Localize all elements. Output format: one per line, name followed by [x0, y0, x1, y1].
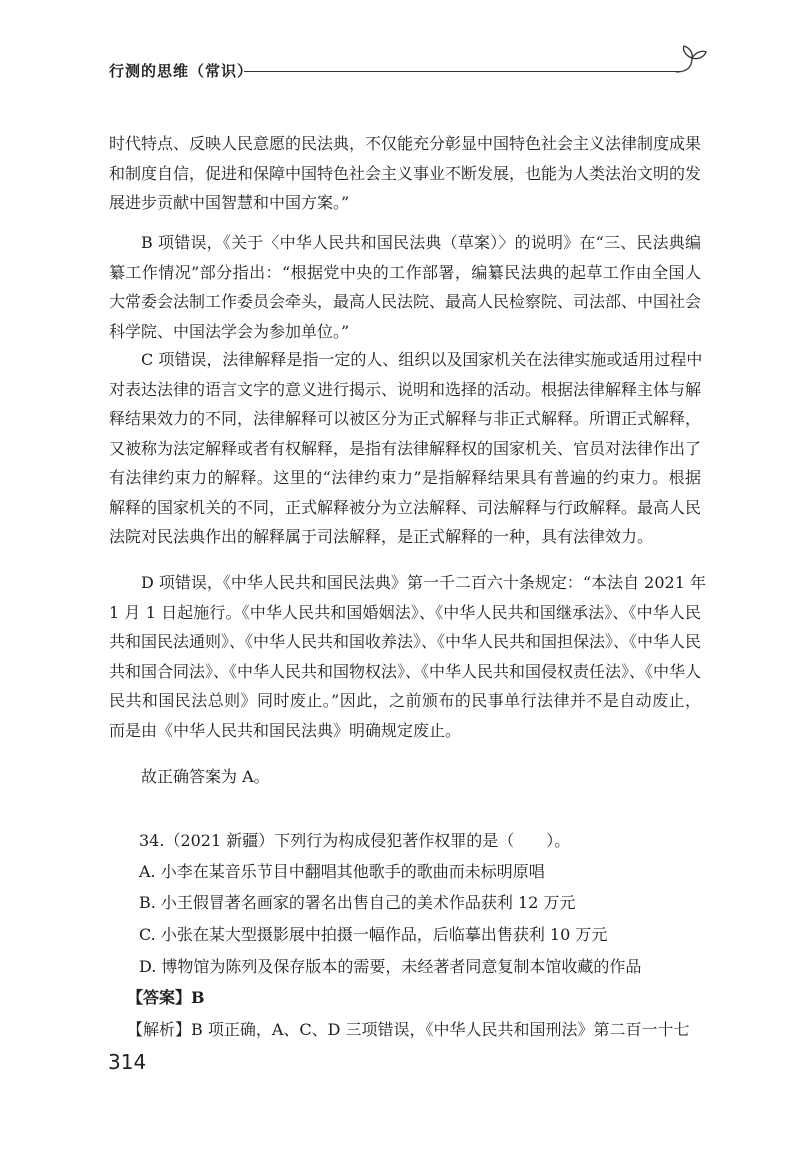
paragraph-option-d	[109, 568, 706, 745]
text-line: 释结果效力的不同，法律解释可以被区分为正式解释与非正式解释。所谓正式解释，	[109, 409, 702, 428]
question-option-c: C. 小张在某大型摄影展中拍摄一幅作品，后临摹出售获利 10 万元	[139, 925, 608, 944]
text-line: 和制度自信，促进和保障中国特色社会主义事业不断发展，也能为人类法治文明的发	[109, 163, 702, 183]
text-line: 1 月 1 日起施行。《中华人民共和国婚姻法》、《中华人民共和国继承法》、《中华人民	[109, 602, 701, 622]
text-line: 时代特点、反映人民意愿的民法典，不仅能充分彰显中国特色社会主义法律制度成果	[109, 134, 702, 153]
question-option-b: B. 小王假冒著名画家的署名出售自己的美术作品获利 12 万元	[139, 893, 576, 912]
text-line: 故正确答案为 A。	[141, 767, 270, 786]
page-number: 314	[108, 1050, 147, 1074]
text-line: 大常委会法制工作委员会牵头，最高人民法院、最高人民检察院、司法部、中国社会	[109, 292, 702, 311]
paragraph-option-b	[109, 228, 701, 346]
text-line: 而是由《中华人民共和国民法典》明确规定废止。	[109, 720, 462, 740]
paragraph-option-c	[109, 345, 701, 552]
paragraph-conclusion	[109, 762, 701, 792]
text-line: 法院对民法典作出的解释属于司法解释，是正式解释的一种，具有法律效力。	[109, 527, 654, 546]
text-line: 又被称为法定解释或者有权解释，是指有法律解释权的国家机关、官员对法律作出了	[109, 438, 702, 458]
text-line: 解释的国家机关的不同，正式解释被分为立法解释、司法解释与行政解释。最高人民	[109, 497, 702, 517]
question-analysis: 【解析】B 项正确，A、C、D 三项错误，《中华人民共和国刑法》第二百一十七	[127, 1020, 690, 1039]
header-rule	[244, 71, 680, 72]
text-line: 共和国合同法》、《中华人民共和国物权法》、《中华人民共和国侵权责任法》、《中华人	[109, 661, 702, 681]
text-line: 纂工作情况”部分指出：“根据党中央的工作部署，编纂民法典的起草工作由全国人	[109, 262, 701, 282]
sprout-icon	[672, 44, 708, 76]
text-line: D 项错误，《中华人民共和国民法典》第一千二百六十条规定：“本法自 2021 年	[141, 573, 706, 592]
text-line: 展进步贡献中国智慧和中国方案。”	[109, 193, 350, 212]
paragraph-continuation	[109, 129, 701, 218]
text-line: 共和国民法通则》、《中华人民共和国收养法》、《中华人民共和国担保法》、《中华人民	[109, 632, 702, 651]
question-stem: 34.（2021 新疆）下列行为构成侵犯著作权罪的是（ ）。	[139, 831, 571, 850]
question-option-d: D. 博物馆为陈列及保存版本的需要，未经著者同意复制本馆收藏的作品	[139, 957, 642, 976]
text-line: B 项错误，《关于〈中华人民共和国民法典（草案）〉的说明》在“三、民法典编	[141, 233, 701, 252]
question-option-a: A. 小李在某音乐节目中翻唱其他歌手的歌曲而未标明原唱	[139, 862, 545, 881]
text-line: 科学院、中国法学会为参加单位。”	[109, 321, 350, 341]
running-header-title: 行测的思维（常识）	[109, 62, 254, 80]
question-answer: 【答案】B	[127, 988, 205, 1007]
text-line: 民共和国民法总则》同时废止。”因此，之前颁布的民事单行法律并不是自动废止，	[109, 691, 701, 710]
text-line: 对表达法律的语言文字的意义进行揭示、说明和选择的活动。根据法律解释主体与解	[109, 379, 702, 399]
text-line: 有法律约束力的解释。这里的“法律约束力”是指解释结果具有普遍的约束力。根据	[109, 468, 701, 487]
text-line: C 项错误，法律解释是指一定的人、组织以及国家机关在法律实施或适用过程中	[141, 350, 703, 369]
